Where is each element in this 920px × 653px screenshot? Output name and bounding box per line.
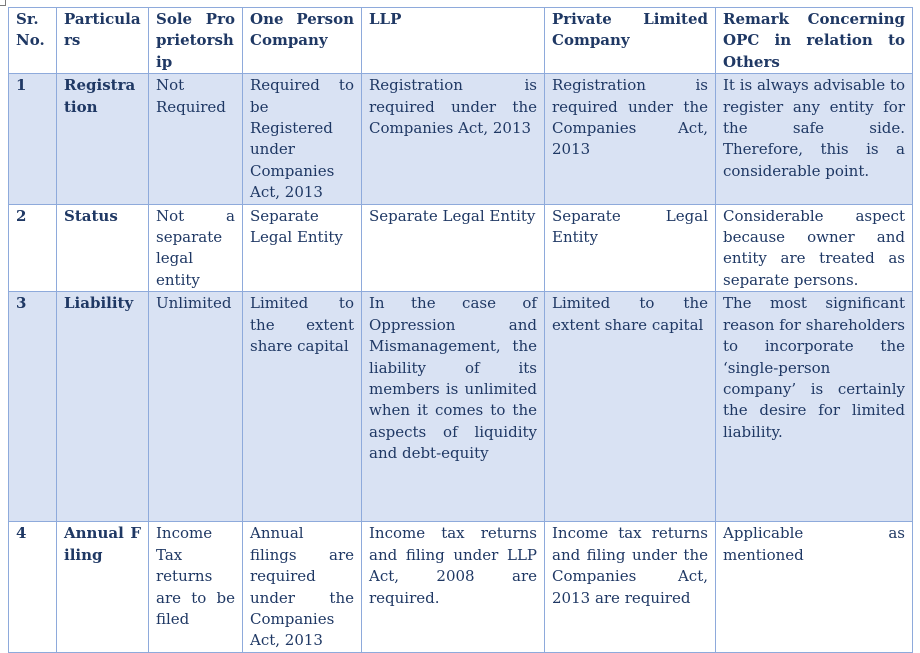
cell-sole: Unlimited [149,292,243,522]
cell-sole: Income Tax returns are to be filed [149,522,243,652]
cell-remark: Considerable aspect because owner and entity are treated as separate persons. [716,204,913,292]
table-header-row [9,8,913,74]
table-row [9,522,913,652]
cell-pvt: Income tax returns and filing under the Companies Act, 2013 are required [545,522,716,652]
table-row [9,292,913,522]
cell-llp: In the case of Oppression and Mismanagement, the liability of its members is unlimited when it comes to the aspects of liquidity and debt-equity [362,292,545,522]
table-row [9,204,913,292]
cell-remark: The most significant reason for shareholders to incorporate the ‘single-person company’ is certainly the desire for limited liability. [716,292,913,522]
comparison-table [8,7,913,653]
cell-sr: 4 [9,522,57,652]
cell-particular: Liability [57,292,149,522]
table-row [9,74,913,204]
cell-particular: Annual Filing [57,522,149,652]
cell-particular: Status [57,204,149,292]
cell-llp: Registration is required under the Companies Act, 2013 [362,74,545,204]
header-one-person-company: One Person Company [243,8,362,74]
cell-pvt: Registration is required under the Companies Act, 2013 [545,74,716,204]
header-sr-no: Sr. No. [9,8,57,74]
corner-marker [0,0,6,6]
cell-opc: Separate Legal Entity [243,204,362,292]
cell-sole: Not a separate legal entity [149,204,243,292]
header-private-limited-company: Private Limited Company [545,8,716,74]
cell-sole: Not Required [149,74,243,204]
cell-sr: 2 [9,204,57,292]
header-llp: LLP [362,8,545,74]
cell-pvt: Limited to the extent share capital [545,292,716,522]
header-particulars: Particulars [57,8,149,74]
cell-sr: 1 [9,74,57,204]
cell-sr: 3 [9,292,57,522]
cell-opc: Limited to the extent share capital [243,292,362,522]
cell-opc: Required to be Registered under Companies Act, 2013 [243,74,362,204]
cell-remark: It is always advisable to register any entity for the safe side. Therefore, this is a considerable point. [716,74,913,204]
cell-pvt: Separate Legal Entity [545,204,716,292]
cell-llp: Income tax returns and filing under LLP Act, 2008 are required. [362,522,545,652]
header-sole-proprietorship: Sole Proprietorship [149,8,243,74]
cell-remark: Applicable as mentioned [716,522,913,652]
header-remark: Remark Concerning OPC in relation to Others [716,8,913,74]
cell-particular: Registration [57,74,149,204]
cell-opc: Annual filings are required under the Companies Act, 2013 [243,522,362,652]
cell-llp: Separate Legal Entity [362,204,545,292]
